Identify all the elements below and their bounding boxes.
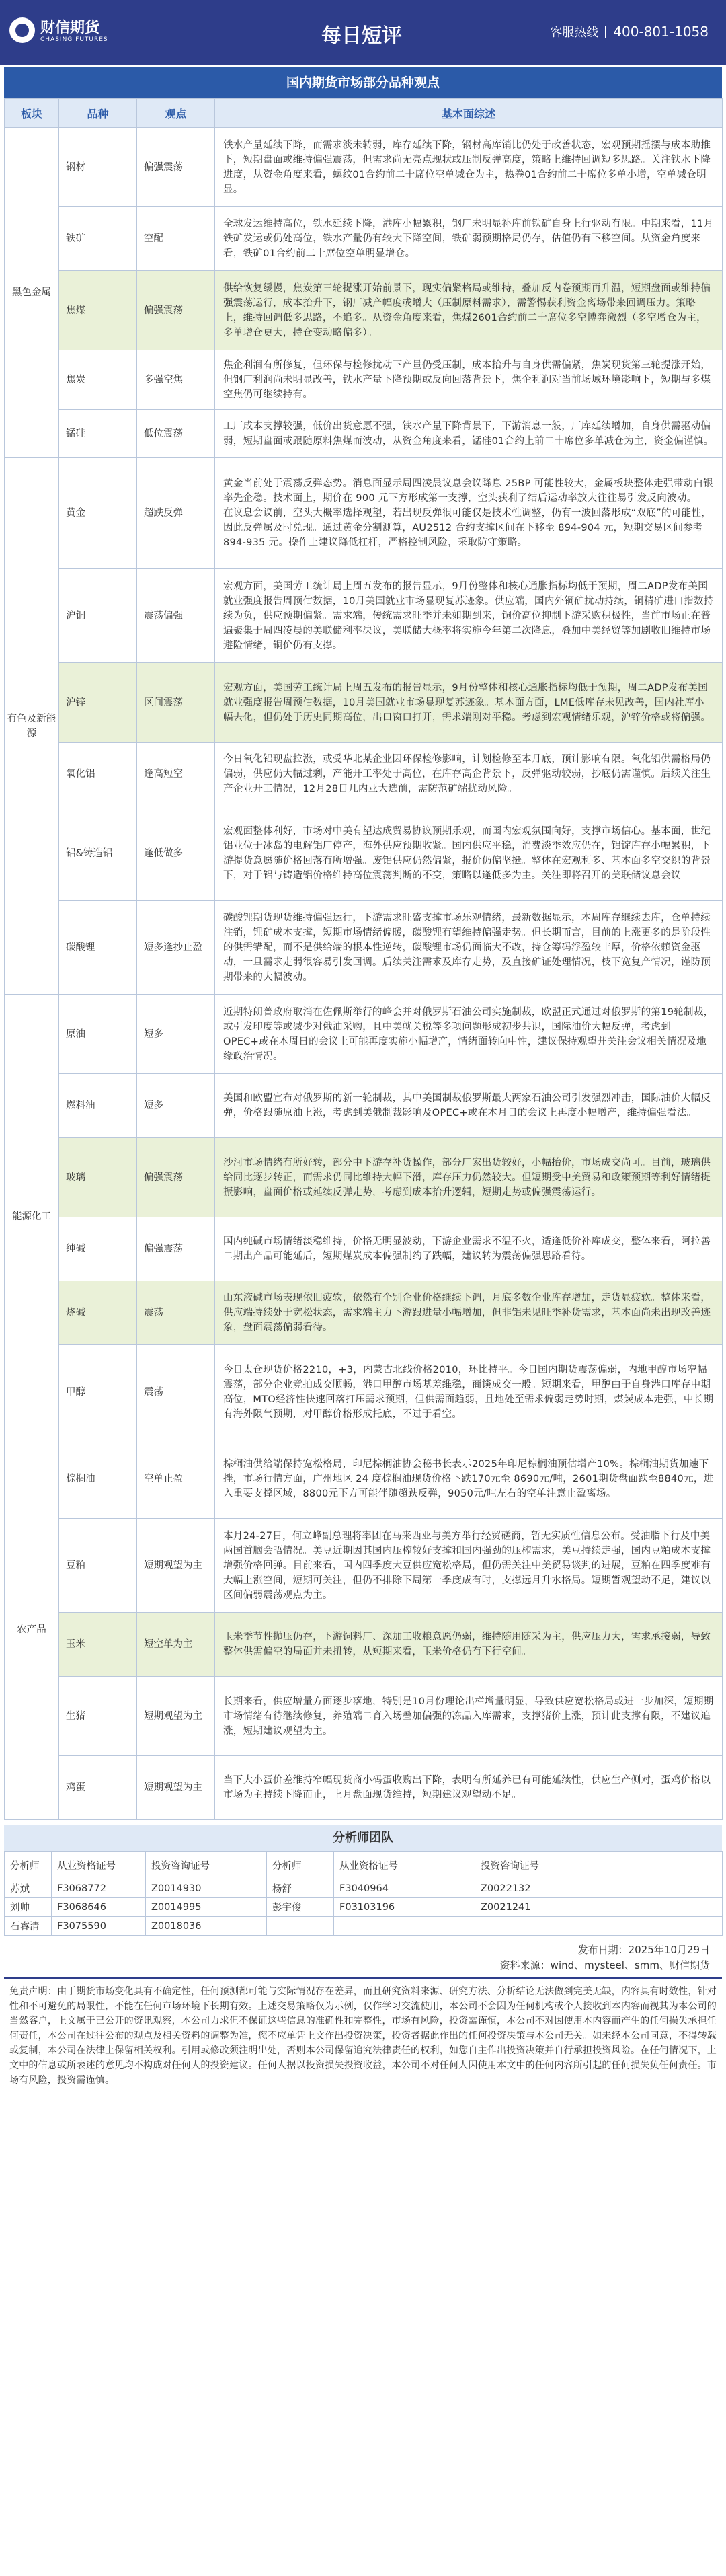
table-row — [5, 1756, 723, 1820]
summary-cell: 焦企利润有所修复，但环保与检修扰动下产量仍受压制，成本抬升与自身供需偏紧，焦炭现货第三轮提涨开始，但钢厂利润尚未明显改善，铁水产量下降预期或反向回落背景下，焦企利润对当前场域环境影响下，短期与多煤空焦仍可继续持有。 — [215, 350, 723, 410]
summary-cell: 黄金当前处于震荡反弹态势。消息面显示周四凌晨议息会议降息 25BP 可能性较大，金属板块整体走强带动白银率先企稳。技术面上，期价在 900 元下方形成第一支撑，空头获利了结后运动率放大往往易引发反向波动。 在议息会议前，空头大概率选择观望，若出现反弹很可能仅是技术性调整，仍有一波回落形成“双底”的可能性，因此反弹属及时兑现。通过黄金分割测算，AU2512 合约支撑区间在下移至 894-904 元，短期交易区间参考 894-935 元。操作上建议降低杠杆，严格控制风险，采取防守策略。 — [215, 458, 723, 569]
team-cell: Z0018036 — [146, 1917, 267, 1936]
team-cell: Z0022132 — [475, 1879, 723, 1898]
summary-cell: 工厂成本支撑较强，低价出货意愿不强，铁水产量下降背景下，下游消息一般，厂库延续增加，自身供需驱动偏弱，短期盘面或跟随原料焦煤而波动，从资金角度来看，锰硅01合约上前二十席位多单减仓为主，资金偏谨慎。 — [215, 410, 723, 458]
team-header-row — [5, 1852, 723, 1879]
hotline-number: 400-801-1058 — [613, 24, 709, 40]
team-row — [5, 1879, 723, 1898]
table-row — [5, 995, 723, 1074]
view-cell: 空单止盈 — [137, 1439, 215, 1519]
summary-cell: 美国和欧盟宣布对俄罗斯的新一轮制裁，其中美国制裁俄罗斯最大两家石油公司引发强烈冲击，国际油价大幅反弹，价格跟随原油上涨，考虑到美俄制裁影响及OPEC+或在本月日的会议上再度小幅增产，维持偏强看法。 — [215, 1074, 723, 1138]
company-logo — [9, 13, 110, 51]
table-row — [5, 569, 723, 663]
summary-cell: 宏观方面，美国劳工统计局上周五发布的报告显示，9月份整体和核心通胀指标均低于预期，周二ADP发布美国就业强度报告周预估数据，10月美国就业市场显现复苏迹象。供应端，国内外铜矿扰动持续，铜精矿进口指数持续为负，供应预期偏紧。需求端，传统需求旺季并未如期到来，铜价高位抑制下游采购积极性，当前市场正在普遍聚集于周四凌晨的美联储利率决议，美联储大概率将实施今年第二次降息，叠加中美经贸等加剧收旧维持市场避险情绪，铜价仍有支撑。 — [215, 569, 723, 663]
variety-cell: 甲醇 — [59, 1345, 137, 1439]
table-row — [5, 901, 723, 995]
table-row — [5, 743, 723, 806]
sector-cell: 能源化工 — [5, 995, 59, 1439]
summary-cell: 玉米季节性抛压仍存，下游饲料厂、深加工收粮意愿仍弱，维持随用随采为主，供应压力大，需求承接弱，导致整体供需偏空的局面并未扭转，从短期来看，玉米价格仍有下行空间。 — [215, 1613, 723, 1677]
table-row — [5, 207, 723, 271]
team-cell: F3068772 — [52, 1879, 146, 1898]
table-row — [5, 458, 723, 569]
variety-cell: 纯碱 — [59, 1217, 137, 1281]
team-cell: Z0014995 — [146, 1898, 267, 1917]
column-header-variety: 品种 — [59, 99, 137, 128]
summary-cell: 国内纯碱市场情绪淡稳维持，价格无明显波动，下游企业需求不温不火，适逢低价补库成交，整体来看，阿拉善二期出产品可能延后，短期煤炭成本偏强制约了跌幅，建议转为震荡偏强思路看待。 — [215, 1217, 723, 1281]
variety-cell: 棕榈油 — [59, 1439, 137, 1519]
summary-cell: 本月24-27日，何立峰副总理将率团在马来西亚与美方举行经贸磋商，暂无实质性信息公布。受油脂下行及中美两国首脑会晤情况。美豆近期因其国内压榨较好支撑和国内强劲的压榨需求，美豆持续走强，国内豆粕成本支撑增强价格回弹。目前来看，国内四季度大豆供应宽松格局，但仍需关注中美贸易谈判的进展，豆粕在四季度难有大幅上涨空间，短期可关注，但仍不排除下周第一季度成有时，支撑远月升水格局。短期暂观望动不足，建议以区间偏弱震荡观点为主。 — [215, 1519, 723, 1613]
footer-divider — [4, 1977, 722, 1979]
team-table-body — [5, 1879, 723, 1936]
team-cell: 石睿清 — [5, 1917, 52, 1936]
team-row — [5, 1898, 723, 1917]
publish-date: 发布日期：2025年10月29日 — [577, 1944, 710, 1956]
sector-cell: 有色及新能源 — [5, 458, 59, 995]
view-cell: 震荡偏强 — [137, 569, 215, 663]
summary-cell: 宏观面整体利好，市场对中美有望达成贸易协议预期乐观，而国内宏观氛围向好，支撑市场信心。基本面，世纪铝业位于冰岛的电解铝厂停产，海外供应预期收紧。国内供应平稳，消费淡季效应仍在，铝锭库存小幅累积，下游提货意愿随价格回落有所增强。废铝供应仍然偏紧，报价仍偏坚挺。整体在宏观利多、基本面多空交织的背景下，对于铝与铸造铝价格维持高位震荡判断的不变，策略以逢低多为主。关注即将召开的美联储议息会议 — [215, 806, 723, 901]
team-table — [4, 1851, 723, 1936]
variety-cell: 沪锌 — [59, 663, 137, 743]
logo-cn-text: 财信期货 — [40, 20, 100, 36]
team-cell: F03103196 — [334, 1898, 475, 1917]
summary-cell: 碳酸锂期货现货维持偏强运行，下游需求旺盛支撑市场乐观情绪，最新数据显示，本周库存继续去库，仓单持续注销，锂矿成本支撑，短期市场情绪偏暖，碳酸锂有望维持偏强走势。但长期而言，目前的上涨更多的是阶段性的供需错配，而不是供给端的根本性逆转，碳酸锂市场仍面临大不改，持仓筹码浮盈较丰厚，价格依赖资金驱动，一旦需求走弱很容易引发回调。后续关注需求及库存走势，及直接矿证处理情况，枝下宽复产情况，谨防预期带来的大幅波动。 — [215, 901, 723, 995]
view-cell: 短多 — [137, 1074, 215, 1138]
team-row — [5, 1917, 723, 1936]
team-cell: 杨舒 — [267, 1879, 334, 1898]
team-cell: 刘帅 — [5, 1898, 52, 1917]
view-cell: 偏强震荡 — [137, 1217, 215, 1281]
summary-cell: 供给恢复缓慢，焦炭第三轮提涨开始前景下，现实偏紧格局或维持，叠加反内卷预期再升温，短期盘面或维持偏强震荡运行，成本抬升下，钢厂减产幅度或增大（压制原料需求），需警惕获利资金离场带来回调压力。策略上，维持回调低多思路，不追多。从资金角度来看，焦煤2601合约前二十席位多空博弈激烈（多空增仓为主，多单增仓更大，持仓变动略偏多）。 — [215, 271, 723, 350]
summary-cell: 今日太仓现货价格2210，+3，内蒙古北线价格2010，环比持平。今日国内期货震荡偏弱，内地甲醇市场窄幅震荡，部分企业竞拍成交顺畅，港口甲醇市场基差维稳，商谈成交一般。短期来看，甲醇由于自身港口库存中期高位，MTO经济性快速回落打压需求预期，但供需面趋弱，且地处至需求偏弱走势时期，煤炭成本走强，中长期有海外限气预期，对甲醇价格形成托底，不过于看空。 — [215, 1345, 723, 1439]
variety-cell: 豆粕 — [59, 1519, 137, 1613]
table-row — [5, 350, 723, 410]
views-table-body — [5, 128, 723, 1820]
summary-cell: 棕榈油供给端保持宽松格局，印尼棕榈油协会秘书长表示2025年印尼棕榈油预估增产10%。棕榈油期货加速下挫，市场行情方面，广州地区 24 度棕榈油现货价格下跌170元至 8690元/吨，2601期货盘面跌至8840元，进入重要支撑区域，8800元下方可能伴随超跌反弹，9050元/吨左右的空单注意止盈离场。 — [215, 1439, 723, 1519]
table-row — [5, 128, 723, 207]
variety-cell: 燃料油 — [59, 1074, 137, 1138]
table-row — [5, 1217, 723, 1281]
team-cell: F3075590 — [52, 1917, 146, 1936]
column-header-sector: 板块 — [5, 99, 59, 128]
variety-cell: 玻璃 — [59, 1138, 137, 1217]
variety-cell: 生猪 — [59, 1677, 137, 1756]
table-row — [5, 1074, 723, 1138]
team-header-analyst: 分析师 — [5, 1852, 52, 1879]
view-cell: 短期观望为主 — [137, 1519, 215, 1613]
team-header-license: 从业资格证号 — [52, 1852, 146, 1879]
variety-cell: 铁矿 — [59, 207, 137, 271]
summary-cell: 近期特朗普政府取消在佐佩斯举行的峰会并对俄罗斯石油公司实施制裁，欧盟正式通过对俄罗斯的第19轮制裁，或引发印度等或减少对俄油采购，且中美就关税等多项问题形成初步共识，国际油价大幅反弹，考虑到OPEC+或在本周日的会议上可能再度实施小幅增产，情绪面转向中性，建议保持观望并关注会议相关情况及地缘政治情况。 — [215, 995, 723, 1074]
team-cell: F3068646 — [52, 1898, 146, 1917]
section-title: 国内期货市场部分品种观点 — [4, 67, 722, 98]
team-cell: 苏斌 — [5, 1879, 52, 1898]
team-cell: Z0021241 — [475, 1898, 723, 1917]
disclaimer-text: 免责声明：由于期货市场变化具有不确定性，任何预测都可能与实际情况存在差异，而且研究资料来源、研究方法、分析结论无法做到完美无缺，内容具有时效性，针对性和不可避免的局限性，不能在任何市场环境下长期有效。上述交易策略仅为示例，仅作学习交流使用，本公司不会因为任何机构或个人接收到本内容而视其为本公司的当然客户，上文属于已公开的资讯观察，本公司力求但不保证这些信息的准确性和完整性，市场有风险，投资需谨慎，本公司不对因使用本内容而产生的任何损失承担任何责任，本公司在过往公布的观点及相关资料的调整为准，您不应单凭上文作出投资决策，投资者据此作出的任何投资决策与本公司无关。如未经本公司同意，不得转载或复制，本公司在法律上保留相关权利。引用或修改须注明出处，否则本公司保留追究法律责任的权利，如您自主作出投资决策并自行承担投资风险。在任何情况下，上文中的信息或所表述的意见均不构成对任何人的投资建议。任何人据以投资损失投资收益，本公司不对任何人因使用本文中的任何内容所引起的任何损失负任何责任。市场有风险，投资需谨慎。 — [9, 1986, 717, 2086]
table-row — [5, 1281, 723, 1345]
table-row — [5, 271, 723, 350]
view-cell: 短期观望为主 — [137, 1677, 215, 1756]
table-row — [5, 1519, 723, 1613]
team-header-analyst-2: 分析师 — [267, 1852, 334, 1879]
table-row — [5, 410, 723, 458]
summary-cell: 长期来看，供应增量方面逐步落地，特别是10月份理论出栏增量明显，导致供应宽松格局或进一步加深，短期期市场情绪有待继续修复，养殖端二育入场叠加偏强的冻品入库需求，支撑猪价上涨，预计此支撑有限，不建议追涨，短期建议观望为主。 — [215, 1677, 723, 1756]
summary-cell: 今日氧化铝现盘拉涨，或受华北某企业因环保检修影响，计划检修至本月底，预计影响有限。氧化铝供需格局仍偏弱，供应仍大幅过剩，产能开工率处于高位，在库存高企背景下，反弹驱动较弱，抄底仍需谨慎。后续关注生产企业开工情况，12月28日几内亚大选前，需防范矿端扰动风险。 — [215, 743, 723, 806]
view-cell: 多强空焦 — [137, 350, 215, 410]
team-header-advisory-2: 投资咨询证号 — [475, 1852, 723, 1879]
team-cell: 彭宇俊 — [267, 1898, 334, 1917]
view-cell: 低位震荡 — [137, 410, 215, 458]
team-cell — [334, 1917, 475, 1936]
view-cell: 逢高短空 — [137, 743, 215, 806]
view-cell: 空配 — [137, 207, 215, 271]
view-cell: 短多 — [137, 995, 215, 1074]
sector-cell: 黑色金属 — [5, 128, 59, 458]
view-cell: 偏强震荡 — [137, 271, 215, 350]
sector-cell: 农产品 — [5, 1439, 59, 1820]
logo-en-text: CHASING FUTURES — [40, 36, 108, 43]
variety-cell: 铝&铸造铝 — [59, 806, 137, 901]
table-row — [5, 1613, 723, 1677]
views-table — [4, 98, 723, 1820]
column-header-summary: 基本面综述 — [215, 99, 723, 128]
variety-cell: 锰硅 — [59, 410, 137, 458]
team-cell — [267, 1917, 334, 1936]
view-cell: 超跌反弹 — [137, 458, 215, 569]
variety-cell: 沪铜 — [59, 569, 137, 663]
table-header-row — [5, 99, 723, 128]
variety-cell: 氧化铝 — [59, 743, 137, 806]
variety-cell: 鸡蛋 — [59, 1756, 137, 1820]
table-row — [5, 1439, 723, 1519]
team-title: 分析师团队 — [4, 1825, 722, 1851]
summary-cell: 宏观方面，美国劳工统计局上周五发布的报告显示，9月份整体和核心通胀指标均低于预期，周二ADP发布美国就业强度报告周预估数据，10月美国就业市场显现复苏迹象。基本面方面，LME低库存未见改善，国内社库小幅去化，但仍处于历史同期高位，出口窗口打开，需求端刚对平稳。考虑到宏观情绪乐观，沪锌价格或将偏强。 — [215, 663, 723, 743]
summary-cell: 全球发运维持高位，铁水延续下降，港库小幅累积，钢厂未明显补库前铁矿自身上行驱动有限。中期来看，11月铁矿发运或仍处高位，铁水产量仍有较大下降空间，铁矿弱预期格局仍存，估值仍有下移空间。从资金角度来看，铁矿01合约前二十席位空单明显增仓。 — [215, 207, 723, 271]
variety-cell: 钢材 — [59, 128, 137, 207]
page-title: 每日短评 — [321, 24, 402, 48]
variety-cell: 焦煤 — [59, 271, 137, 350]
team-cell — [475, 1917, 723, 1936]
variety-cell: 原油 — [59, 995, 137, 1074]
team-header-license-2: 从业资格证号 — [334, 1852, 475, 1879]
logo-mark-icon — [9, 17, 35, 43]
table-row — [5, 1345, 723, 1439]
table-row — [5, 806, 723, 901]
table-row — [5, 1677, 723, 1756]
page-header — [0, 0, 726, 65]
team-header-advisory: 投资咨询证号 — [146, 1852, 267, 1879]
view-cell: 短空单为主 — [137, 1613, 215, 1677]
variety-cell: 玉米 — [59, 1613, 137, 1677]
summary-cell: 沙河市场情绪有所好转，部分中下游存补货操作，部分厂家出货较好，小幅抬价，市场成交尚可。目前，玻璃供给同比逐步转正，而需求仍同比维持大幅下滑，库存压力仍然较大。但短期受中美贸易和政策预期等利好情绪提振影响，盘面价格或延续反弹走势，考虑到成本抬升逻辑，短期走势或偏强震荡运行。 — [215, 1138, 723, 1217]
view-cell: 逢低做多 — [137, 806, 215, 901]
hotline — [550, 23, 709, 40]
table-row — [5, 1138, 723, 1217]
variety-cell: 烧碱 — [59, 1281, 137, 1345]
data-sources: 资料来源：wind、mysteel、smm、财信期货 — [499, 1959, 710, 1971]
view-cell: 震荡 — [137, 1345, 215, 1439]
view-cell: 偏强震荡 — [137, 1138, 215, 1217]
hotline-label: 客服热线 — [550, 26, 599, 40]
hotline-divider — [605, 26, 606, 38]
table-row — [5, 663, 723, 743]
column-header-view: 观点 — [137, 99, 215, 128]
view-cell: 偏强震荡 — [137, 128, 215, 207]
view-cell: 短多逢抄止盈 — [137, 901, 215, 995]
view-cell: 区间震荡 — [137, 663, 215, 743]
summary-cell: 山东液碱市场表现依旧疲软，依然有个别企业价格继续下调，月底多数企业库存增加，走货显疲软。整体来看，供应端持续处于宽松状态，需求端主力下游跟进量小幅增加，但非铝未见旺季补货需求，基本面尚未出现改善迹象，盘面震荡偏弱看待。 — [215, 1281, 723, 1345]
summary-cell: 当下大小蛋价差维持窄幅现货商小码蛋收购出下降，表明有所延养已有可能延续性，供应生产侧对，蛋鸡价格以市场为主持续下降而止，上月盘面现货维持，短期建议观望动不足。 — [215, 1756, 723, 1820]
variety-cell: 黄金 — [59, 458, 137, 569]
team-cell: F3040964 — [334, 1879, 475, 1898]
summary-cell: 铁水产量延续下降，而需求淡未转弱，库存延续下降，钢材高库销比仍处于改善状态，宏观预期摇摆与成本助推下，短期盘面或维持偏强震荡，但需求尚无亮点现状或压制反弹高度，策略上维持回调短多思路。关注铁水下降进度，从资金角度来看，螺纹01合约前二十席位空单减仓为主，热卷01合约前二十席位多单小增，空单减仓明显。 — [215, 128, 723, 207]
view-cell: 震荡 — [137, 1281, 215, 1345]
variety-cell: 碳酸锂 — [59, 901, 137, 995]
team-cell: Z0014930 — [146, 1879, 267, 1898]
variety-cell: 焦炭 — [59, 350, 137, 410]
view-cell: 短期观望为主 — [137, 1756, 215, 1820]
